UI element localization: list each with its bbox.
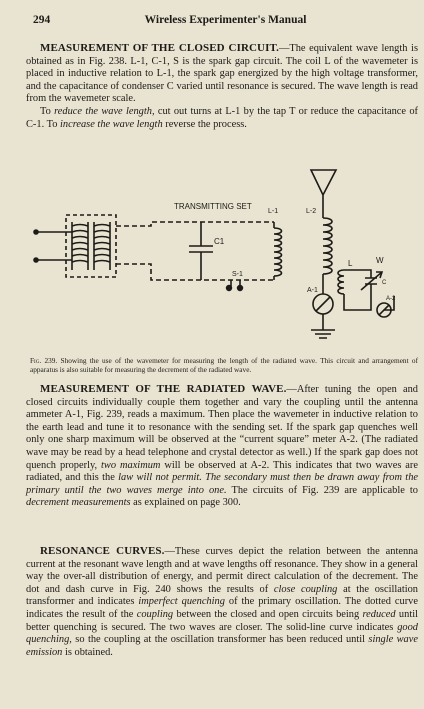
paragraph-text: The circuits of Fig. 239 are applicable to [226, 484, 418, 496]
section-closed-circuit [26, 42, 418, 131]
paragraph [26, 545, 418, 659]
capacitor-c1 [189, 222, 213, 280]
paragraph-text: until better quenching is secured. The two waves are closer. The solid-line curve indicates [26, 608, 418, 633]
italic-text: coupling [136, 608, 174, 620]
circuit-diagram [26, 160, 418, 355]
paragraph-text: —These curves depict the relation between the antenna current at the resonant wave length and at wave lengths off resonance. They show in a general way the over-all distribution of energy, and permit direct calculation of the decrement. The dot and dash curve in Fig. 240 shows the results of [26, 546, 418, 595]
paragraph-text: at the oscillation transformer and indicates [26, 583, 419, 608]
transformer-box [66, 215, 116, 277]
italic-text: good quenching, [26, 621, 418, 646]
paragraph-text: of the primary oscillation. The dotted curve indicates the result of the [26, 596, 418, 620]
italic-text: reduced [362, 608, 396, 620]
label-a1: A-1 [307, 287, 318, 294]
paragraph [26, 383, 418, 510]
paragraph-text: between the closed and open circuits being [173, 608, 363, 620]
paragraph-text: To [40, 105, 55, 117]
secondary-leads [116, 222, 274, 280]
section-heading: RESONANCE CURVES. [40, 545, 165, 557]
section-heading: MEASUREMENT OF THE CLOSED CIRCUIT. [40, 42, 279, 54]
caption-text: Showing the use of the wavemeter for measuring the length of the radiated wave. This circuit and arrangement of apparatus is also suitable for measuring the decrement of the radiated wave. [30, 356, 418, 374]
coil-l1 [274, 228, 282, 276]
italic-text: imperfect quenching [138, 596, 225, 608]
section-radiated-wave [26, 383, 418, 510]
section-resonance-curves [26, 545, 418, 659]
label-a2: A-2 [386, 296, 396, 302]
label-l: L [348, 259, 353, 268]
primary-leads [38, 232, 72, 260]
spark-gap-s1 [227, 286, 232, 291]
circuit-svg [26, 160, 418, 355]
paragraph-text: so the coupling at the oscillation transformer has been reduced until [71, 634, 369, 646]
transformer-core [72, 222, 110, 270]
paragraph-text: as explained on page 300. [130, 497, 241, 509]
italic-text: close coupling [273, 583, 338, 595]
label-s1: S-1 [232, 271, 243, 278]
italic-text: decrement measurements [26, 497, 131, 509]
ground-icon [311, 314, 335, 338]
paragraph-text: will be observed at A-2. This indicates that two waves are radiated, and this the [26, 459, 418, 484]
paragraph [26, 42, 418, 106]
label-c: C [382, 280, 387, 286]
label-w: W [376, 256, 384, 265]
coil-l2 [323, 218, 332, 274]
paragraph [26, 106, 418, 131]
label-transmitting-set: TRANSMITTING SET [174, 202, 252, 211]
label-c1: C1 [214, 237, 225, 246]
paragraph-text: cut out turns at L-1 by the tap T or reduce the capacitance of C-1. To [26, 105, 418, 130]
italic-text: law will not permit. The secondary must then be drawn away from the primary until the two waves merge into one. [26, 472, 418, 496]
paragraph-text: —After tuning the open and closed circuits individually couple them together and vary the coupling until the antenna ammeter A-1, Fig. 239, reads a maximum. Then place the wavemeter in inductive relation to the earth lead and tune it to resonance with the sending set. If the spark gap quenches well only one sharp maximum will be observed at the “current square” meter A-2. (The radiated wave may be read by a head telephone and crystal detector as well.) If the spark gap does not quench properly, [26, 384, 418, 471]
italic-text: two maximum [101, 459, 161, 471]
caption-label: Fig. 239. [30, 356, 58, 365]
paragraph-text: is obtained. [62, 646, 113, 658]
running-title: Wireless Experimenter's Manual [144, 14, 307, 26]
label-l2: L-2 [306, 208, 317, 215]
figure-caption [30, 357, 418, 374]
label-l1: L-1 [268, 208, 279, 215]
wavemeter-coil-l [338, 270, 344, 294]
paragraph-text: reverse the process. [162, 118, 247, 130]
italic-text: single wave emission [26, 634, 418, 658]
italic-text: reduce the wave length, [54, 105, 155, 117]
italic-text: increase the wave length [60, 118, 163, 130]
paragraph-text: —The equivalent wave length is obtained as in Fig. 238. L-1, C-1, S is the spark gap circuit. The coil L of the wavemeter is placed in inductive relation to L-1, the spark gap energized by the high voltage transformer, and the capacitance of condenser C varied until resonance is secured. The wave length is read from the wavemeter scale. [26, 43, 418, 105]
section-heading: MEASUREMENT OF THE RADIATED WAVE. [40, 383, 287, 395]
page-number: 294 [33, 14, 51, 26]
